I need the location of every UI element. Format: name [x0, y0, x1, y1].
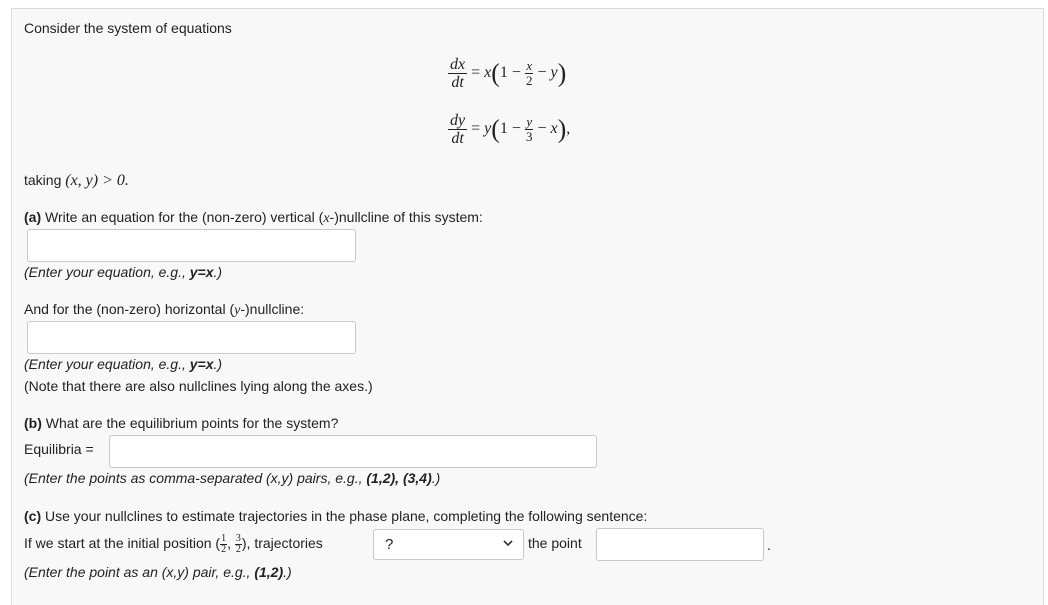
initial-y-fraction: $\frac{3}{2}$ [235, 533, 241, 555]
equilibria-label: Equilibria = [24, 441, 94, 457]
chevron-down-icon [501, 536, 515, 550]
horizontal-nullcline-prompt: And for the (non-zero) horizontal (y-)nullcline: [24, 301, 305, 318]
sentence-period: . [767, 537, 771, 553]
vertical-nullcline-input[interactable] [27, 229, 356, 262]
derivative-x: $\frac{dx}{dt}$ [450, 56, 466, 91]
part-a-hint-2: (Enter your equation, e.g., y=x.) [24, 356, 223, 372]
part-a-hint-1: (Enter your equation, e.g., y=x.) [24, 264, 223, 280]
taking-condition: taking (x, y) > 0. [24, 172, 129, 189]
select-value: ? [385, 536, 394, 553]
part-b-hint: (Enter the points as comma-separated (x,y) pairs, e.g., (1,2), (3,4).) [24, 470, 441, 486]
part-c-question: (c) Use your nullclines to estimate trajectories in the phase plane, completing the following sentence: [24, 508, 648, 524]
initial-position-sentence: If we start at the initial position ( $\frac{1}{2}$ , $\frac{3}{2}$ ), trajectories [24, 533, 323, 555]
part-b-question: (b) What are the equilibrium points for the system? [24, 415, 339, 431]
part-a-question: (a) Write an equation for the (non-zero) vertical (x-)nullcline of this system: [24, 209, 483, 226]
the-point-label: the point [528, 535, 582, 551]
part-c-hint: (Enter the point as an (x,y) pair, e.g., (1,2).) [24, 564, 292, 580]
equation-2: $\frac{dy}{dt}$ = y(1 − $\frac{y}{3}$ − x), [450, 112, 571, 147]
trajectory-direction-select[interactable] [373, 529, 524, 560]
derivative-y: $\frac{dy}{dt}$ [450, 112, 466, 147]
intro-text: Consider the system of equations [24, 20, 232, 36]
axes-nullcline-note: (Note that there are also nullclines lying along the axes.) [24, 378, 373, 394]
initial-x-fraction: $\frac{1}{2}$ [221, 533, 227, 555]
target-point-input[interactable] [596, 528, 764, 561]
equation-1: $\frac{dx}{dt}$ = x(1 − $\frac{x}{2}$ − y) [450, 56, 567, 91]
horizontal-nullcline-input[interactable] [27, 321, 356, 354]
equilibria-input[interactable] [109, 435, 597, 468]
